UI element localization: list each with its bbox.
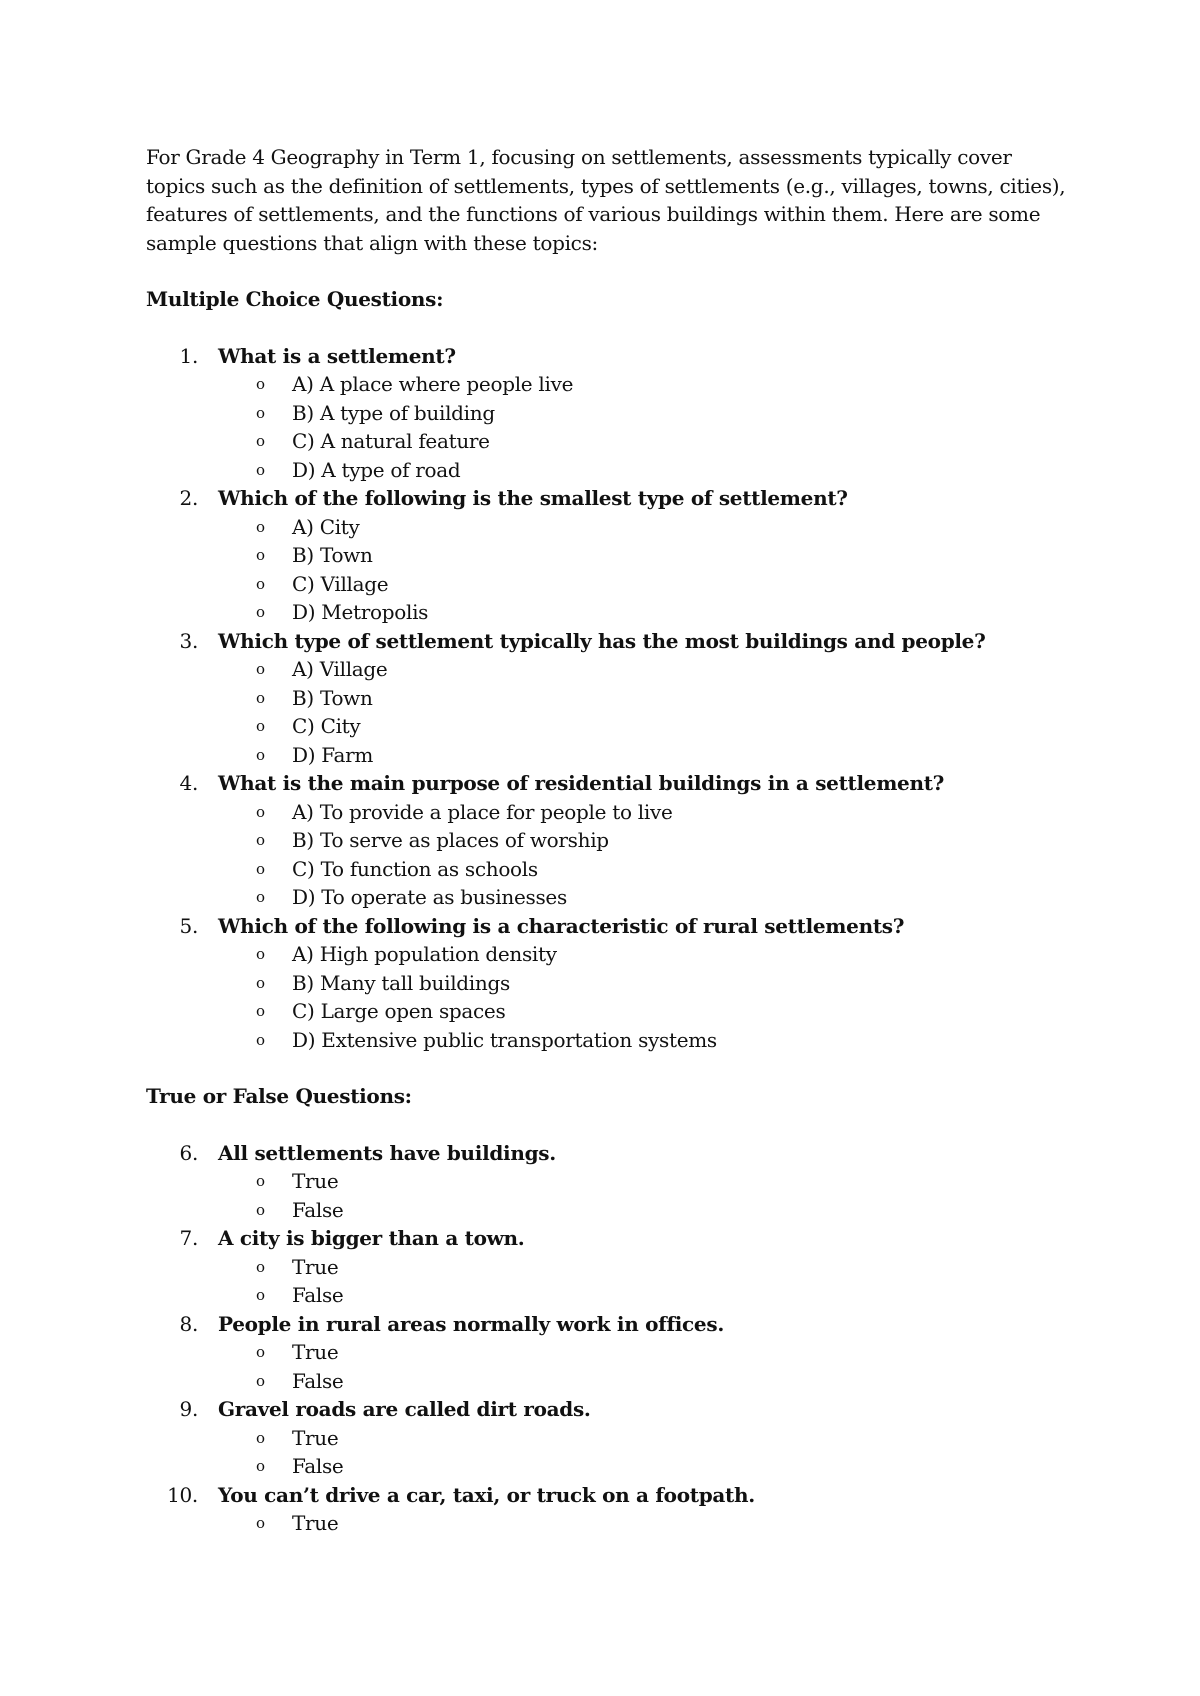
- question-item: [146, 1139, 1076, 1225]
- circle-bullet-icon: o: [256, 973, 265, 992]
- true-false-list: [146, 1139, 1076, 1538]
- option-list: [146, 513, 1076, 627]
- option-list: [146, 798, 1076, 912]
- circle-bullet-icon: o: [256, 517, 265, 536]
- answer-option: [146, 370, 1076, 399]
- circle-bullet-icon: o: [256, 745, 265, 764]
- option-text: D) Extensive public transportation systems: [292, 1027, 717, 1052]
- question-line: [146, 912, 1076, 941]
- answer-option: [146, 997, 1076, 1026]
- circle-bullet-icon: o: [256, 574, 265, 593]
- answer-option: [146, 883, 1076, 912]
- question-line: [146, 1481, 1076, 1510]
- question-text: A city is bigger than a town.: [218, 1226, 525, 1250]
- question-number: 8.: [179, 1311, 198, 1336]
- question-number: 10.: [167, 1482, 198, 1507]
- option-list: [146, 655, 1076, 769]
- question-text: All settlements have buildings.: [218, 1140, 556, 1165]
- option-text: B) To serve as places of worship: [292, 828, 609, 852]
- question-number: 7.: [179, 1226, 198, 1250]
- option-text: D) Farm: [292, 742, 374, 767]
- question-text: People in rural areas normally work in offices.: [218, 1311, 724, 1336]
- true-false-heading: True or False Questions:: [146, 1084, 412, 1108]
- circle-bullet-icon: o: [256, 888, 265, 906]
- answer-option: [146, 798, 1076, 827]
- question-number: 3.: [179, 628, 198, 653]
- option-list: [146, 1424, 1076, 1481]
- option-text: False: [292, 1197, 344, 1222]
- question-item: [146, 769, 1076, 912]
- question-line: [146, 1139, 1076, 1168]
- question-line: [146, 342, 1076, 371]
- answer-option: [146, 684, 1076, 713]
- circle-bullet-icon: o: [256, 1514, 265, 1532]
- option-list: [146, 1167, 1076, 1224]
- circle-bullet-icon: o: [256, 1428, 265, 1447]
- question-item: [146, 342, 1076, 485]
- option-text: C) To function as schools: [292, 856, 538, 881]
- option-text: D) A type of road: [292, 457, 461, 482]
- answer-option: [146, 427, 1076, 456]
- option-text: A) Village: [292, 657, 388, 681]
- circle-bullet-icon: o: [256, 717, 265, 735]
- answer-option: [146, 1424, 1076, 1453]
- option-text: A) High population density: [292, 942, 557, 966]
- answer-option: [146, 741, 1076, 770]
- answer-option: [146, 1509, 1076, 1538]
- option-text: A) To provide a place for people to live: [292, 799, 673, 824]
- circle-bullet-icon: o: [256, 432, 265, 450]
- answer-option: [146, 1338, 1076, 1367]
- question-line: [146, 1224, 1076, 1253]
- circle-bullet-icon: o: [256, 603, 265, 621]
- question-text: Which type of settlement typically has the most buildings and people?: [218, 628, 986, 653]
- answer-option: [146, 570, 1076, 599]
- circle-bullet-icon: o: [256, 1286, 265, 1304]
- intro-paragraph: For Grade 4 Geography in Term 1, focusing on settlements, assessments typically cover topics such as the definition of settlements, types of settlements (e.g., villages, towns, cities), features of settlements, and the functions of various buildings within them. Here are some sample questions that align with these topics:: [146, 145, 1066, 255]
- question-item: [146, 912, 1076, 1055]
- question-number: 6.: [179, 1140, 198, 1165]
- circle-bullet-icon: o: [256, 802, 265, 821]
- question-item: [146, 627, 1076, 770]
- option-list: [146, 1253, 1076, 1310]
- question-item: [146, 1310, 1076, 1396]
- question-text: What is a settlement?: [218, 343, 456, 368]
- option-text: False: [292, 1283, 344, 1307]
- question-line: [146, 1395, 1076, 1424]
- question-text: You can’t drive a car, taxi, or truck on a footpath.: [218, 1482, 755, 1507]
- circle-bullet-icon: o: [256, 945, 265, 963]
- option-text: C) Village: [292, 571, 389, 596]
- question-text: Which of the following is a characteristic of rural settlements?: [218, 913, 905, 938]
- circle-bullet-icon: o: [256, 1371, 265, 1390]
- answer-option: [146, 1452, 1076, 1481]
- option-text: B) Town: [292, 685, 373, 710]
- option-text: True: [292, 1169, 339, 1193]
- option-text: A) City: [292, 514, 360, 539]
- answer-option: [146, 826, 1076, 855]
- circle-bullet-icon: o: [256, 1030, 265, 1049]
- question-line: [146, 627, 1076, 656]
- option-text: C) City: [292, 714, 361, 738]
- circle-bullet-icon: o: [256, 403, 265, 422]
- circle-bullet-icon: o: [256, 1457, 265, 1475]
- question-line: [146, 484, 1076, 513]
- answer-option: [146, 541, 1076, 570]
- answer-option: [146, 598, 1076, 627]
- answer-option: [146, 1167, 1076, 1196]
- option-text: B) Many tall buildings: [292, 970, 510, 995]
- option-text: A) A place where people live: [292, 372, 574, 396]
- circle-bullet-icon: o: [256, 688, 265, 707]
- option-text: D) Metropolis: [292, 600, 429, 624]
- option-list: [146, 370, 1076, 484]
- question-text: Gravel roads are called dirt roads.: [218, 1397, 591, 1421]
- answer-option: [146, 1281, 1076, 1310]
- question-number: 5.: [179, 913, 198, 938]
- answer-option: [146, 969, 1076, 998]
- circle-bullet-icon: o: [256, 375, 265, 393]
- option-list: [146, 940, 1076, 1054]
- circle-bullet-icon: o: [256, 1172, 265, 1190]
- answer-option: [146, 1367, 1076, 1396]
- question-line: [146, 1310, 1076, 1339]
- question-text: Which of the following is the smallest type of settlement?: [218, 486, 848, 510]
- answer-option: [146, 1196, 1076, 1225]
- multiple-choice-list: [146, 342, 1076, 1055]
- question-item: [146, 1395, 1076, 1481]
- option-text: True: [292, 1340, 339, 1364]
- circle-bullet-icon: o: [256, 1200, 265, 1219]
- question-number: 9.: [179, 1397, 198, 1421]
- circle-bullet-icon: o: [256, 1343, 265, 1361]
- option-text: C) A natural feature: [292, 429, 490, 453]
- option-text: True: [292, 1511, 339, 1535]
- answer-option: [146, 712, 1076, 741]
- circle-bullet-icon: o: [256, 1257, 265, 1276]
- question-text: What is the main purpose of residential buildings in a settlement?: [218, 771, 945, 795]
- option-text: D) To operate as businesses: [292, 885, 567, 909]
- multiple-choice-heading: Multiple Choice Questions:: [146, 287, 444, 311]
- answer-option: [146, 1253, 1076, 1282]
- circle-bullet-icon: o: [256, 460, 265, 479]
- option-text: B) Town: [292, 543, 373, 567]
- question-item: [146, 484, 1076, 627]
- circle-bullet-icon: o: [256, 859, 265, 878]
- circle-bullet-icon: o: [256, 831, 265, 849]
- option-list: [146, 1509, 1076, 1538]
- option-list: [146, 1338, 1076, 1395]
- question-line: [146, 769, 1076, 798]
- question-item: [146, 1481, 1076, 1538]
- circle-bullet-icon: o: [256, 1002, 265, 1020]
- option-text: B) A type of building: [292, 400, 495, 425]
- option-text: True: [292, 1425, 339, 1450]
- circle-bullet-icon: o: [256, 546, 265, 564]
- question-number: 4.: [179, 771, 198, 795]
- answer-option: [146, 855, 1076, 884]
- circle-bullet-icon: o: [256, 660, 265, 678]
- option-text: True: [292, 1254, 339, 1279]
- question-number: 1.: [179, 343, 198, 368]
- answer-option: [146, 399, 1076, 428]
- option-text: False: [292, 1454, 344, 1478]
- answer-option: [146, 1026, 1076, 1055]
- answer-option: [146, 513, 1076, 542]
- option-text: False: [292, 1368, 344, 1393]
- document-page: [146, 143, 1076, 1538]
- answer-option: [146, 456, 1076, 485]
- question-number: 2.: [179, 486, 198, 510]
- option-text: C) Large open spaces: [292, 999, 506, 1023]
- answer-option: [146, 940, 1076, 969]
- answer-option: [146, 655, 1076, 684]
- question-item: [146, 1224, 1076, 1310]
